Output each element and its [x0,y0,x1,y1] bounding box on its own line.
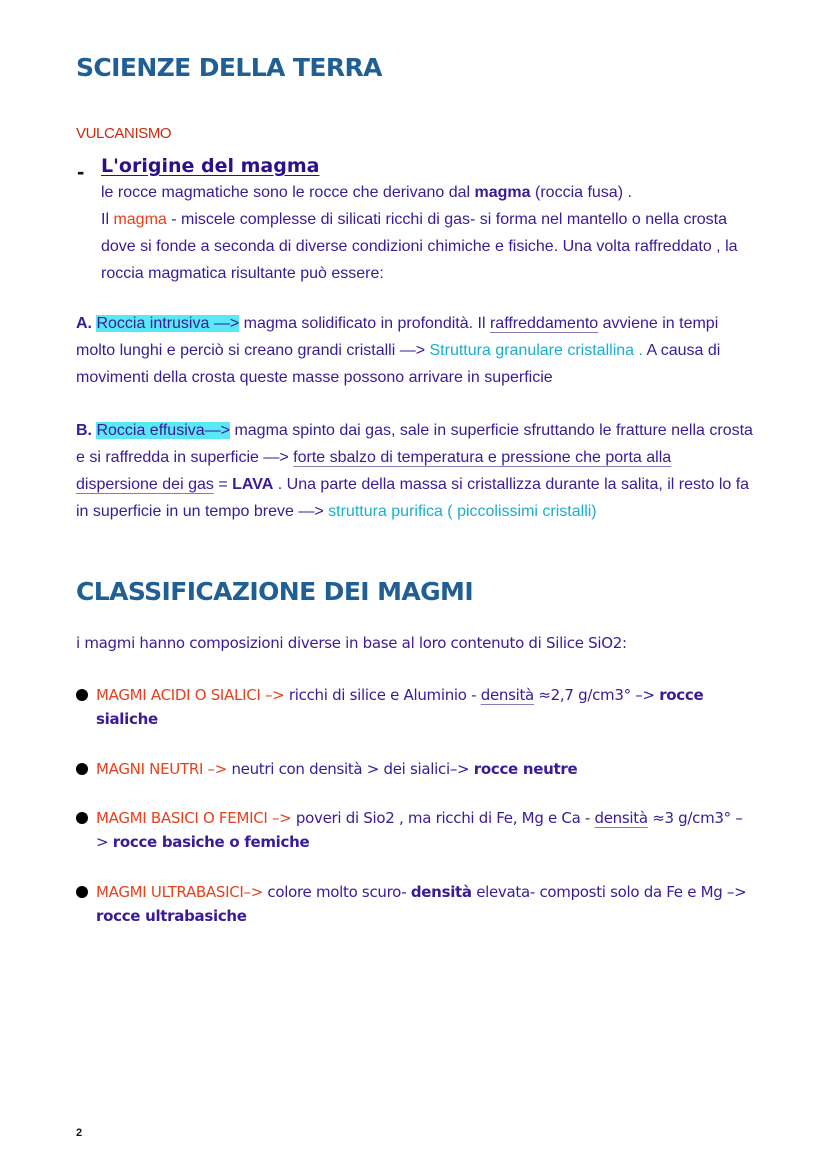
item-underline: densità [480,686,534,704]
origin-heading: L'origine del magma [101,155,320,177]
rock-b-text: magma spinto dai gas, sale in superficie sfruttando le fratture nella crosta e si raffredda in superficie —> [76,422,753,466]
rock-a-underline: raffreddamento [489,315,599,332]
item-underline: densità [594,809,648,827]
page-number: 2 [76,1127,83,1139]
item-bold: densità [410,883,472,901]
rock-a-text: avviene in tempi molto lunghi e perciò si creano grandi cristalli —> [76,315,719,359]
origin-text: (roccia fusa) . [530,184,632,201]
bullet-icon [76,886,88,898]
page-title: SCIENZE DELLA TERRA [76,53,382,82]
item-bold: rocce sialiche [96,686,704,728]
origin-text: - miscele complesse di silicati ricchi di gas- si forma nel mantello o nella crosta dove si fonde a seconda di diverse condizioni chimiche e fisiche. Una volta raffreddato , la roccia magmatica risultante può essere: [101,211,738,282]
origin-paragraph [101,179,761,287]
item-bold: rocce basiche o femiche [112,833,310,851]
item-text: elevata- composti solo da Fe e Mg –> [471,883,747,901]
bullet-icon [76,689,88,701]
origin-text: le rocce magmatiche sono le rocce che derivano dal [101,184,475,201]
origin-line-2 [101,206,761,287]
rock-b-paragraph [76,417,756,525]
rock-b-lava: LAVA [232,476,274,493]
item-text: ≈2,7 g/cm3° –> [533,686,660,704]
subsection-title: VULCANISMO [76,125,172,142]
item-red-label: MAGMI ULTRABASICI–> [96,883,263,901]
origin-red-magma: magma [113,211,167,228]
item-text: ricchi di silice e Aluminio - [284,686,481,704]
item-red-label: MAGMI BASICI O FEMICI –> [96,809,292,827]
item-red-label: MAGMI ACIDI O SIALICI –> [96,686,285,704]
item-bold: rocce ultrabasiche [96,907,247,925]
origin-bold-magma: magma [474,184,531,201]
rock-b-text: = [213,476,233,493]
origin-line-1 [101,179,761,206]
bullet-icon [76,812,88,824]
rock-a-highlight: Roccia intrusiva —> [96,315,240,332]
item-text: ≈3 g/cm3° –> [96,809,743,851]
origin-text: Il [101,211,114,228]
list-item [76,880,748,928]
rock-a-paragraph [76,310,756,391]
rock-b-cyan: struttura purifica ( piccolissimi cristalli) [328,503,597,520]
list-item [76,683,748,731]
rock-a-text: magma solidificato in profondità. Il [239,315,490,332]
item-red-label: MAGNI NEUTRI –> [96,760,227,778]
list-item [76,757,748,781]
rock-a-cyan: Struttura granulare cristallina . [429,342,643,359]
list-item [76,806,748,854]
rock-a-text: A causa di movimenti della crosta queste masse possono arrivare in superficie [76,342,721,386]
classification-title: CLASSIFICAZIONE DEI MAGMI [76,577,474,606]
rock-b-highlight: Roccia effusiva—> [96,422,230,439]
item-text: colore molto scuro- [262,883,411,901]
item-text: neutri con densità > dei sialici–> [227,760,474,778]
rock-a-label: A. [76,315,92,332]
rock-b-underline: forte sbalzo di temperatura e pressione che porta alla dispersione dei gas [76,449,672,493]
classification-intro: i magmi hanno composizioni diverse in base al loro contenuto di Silice SiO2: [76,634,627,652]
rock-b-label: B. [76,422,92,439]
item-text: poveri di Sio2 , ma ricchi di Fe, Mg e Ca - [291,809,595,827]
dash-bullet: - [77,159,85,184]
rock-b-text: . Una parte della massa si cristallizza durante la salita, il resto lo fa in superficie in un tempo breve —> [76,476,750,520]
item-bold: rocce neutre [473,760,578,778]
bullet-icon [76,763,88,775]
